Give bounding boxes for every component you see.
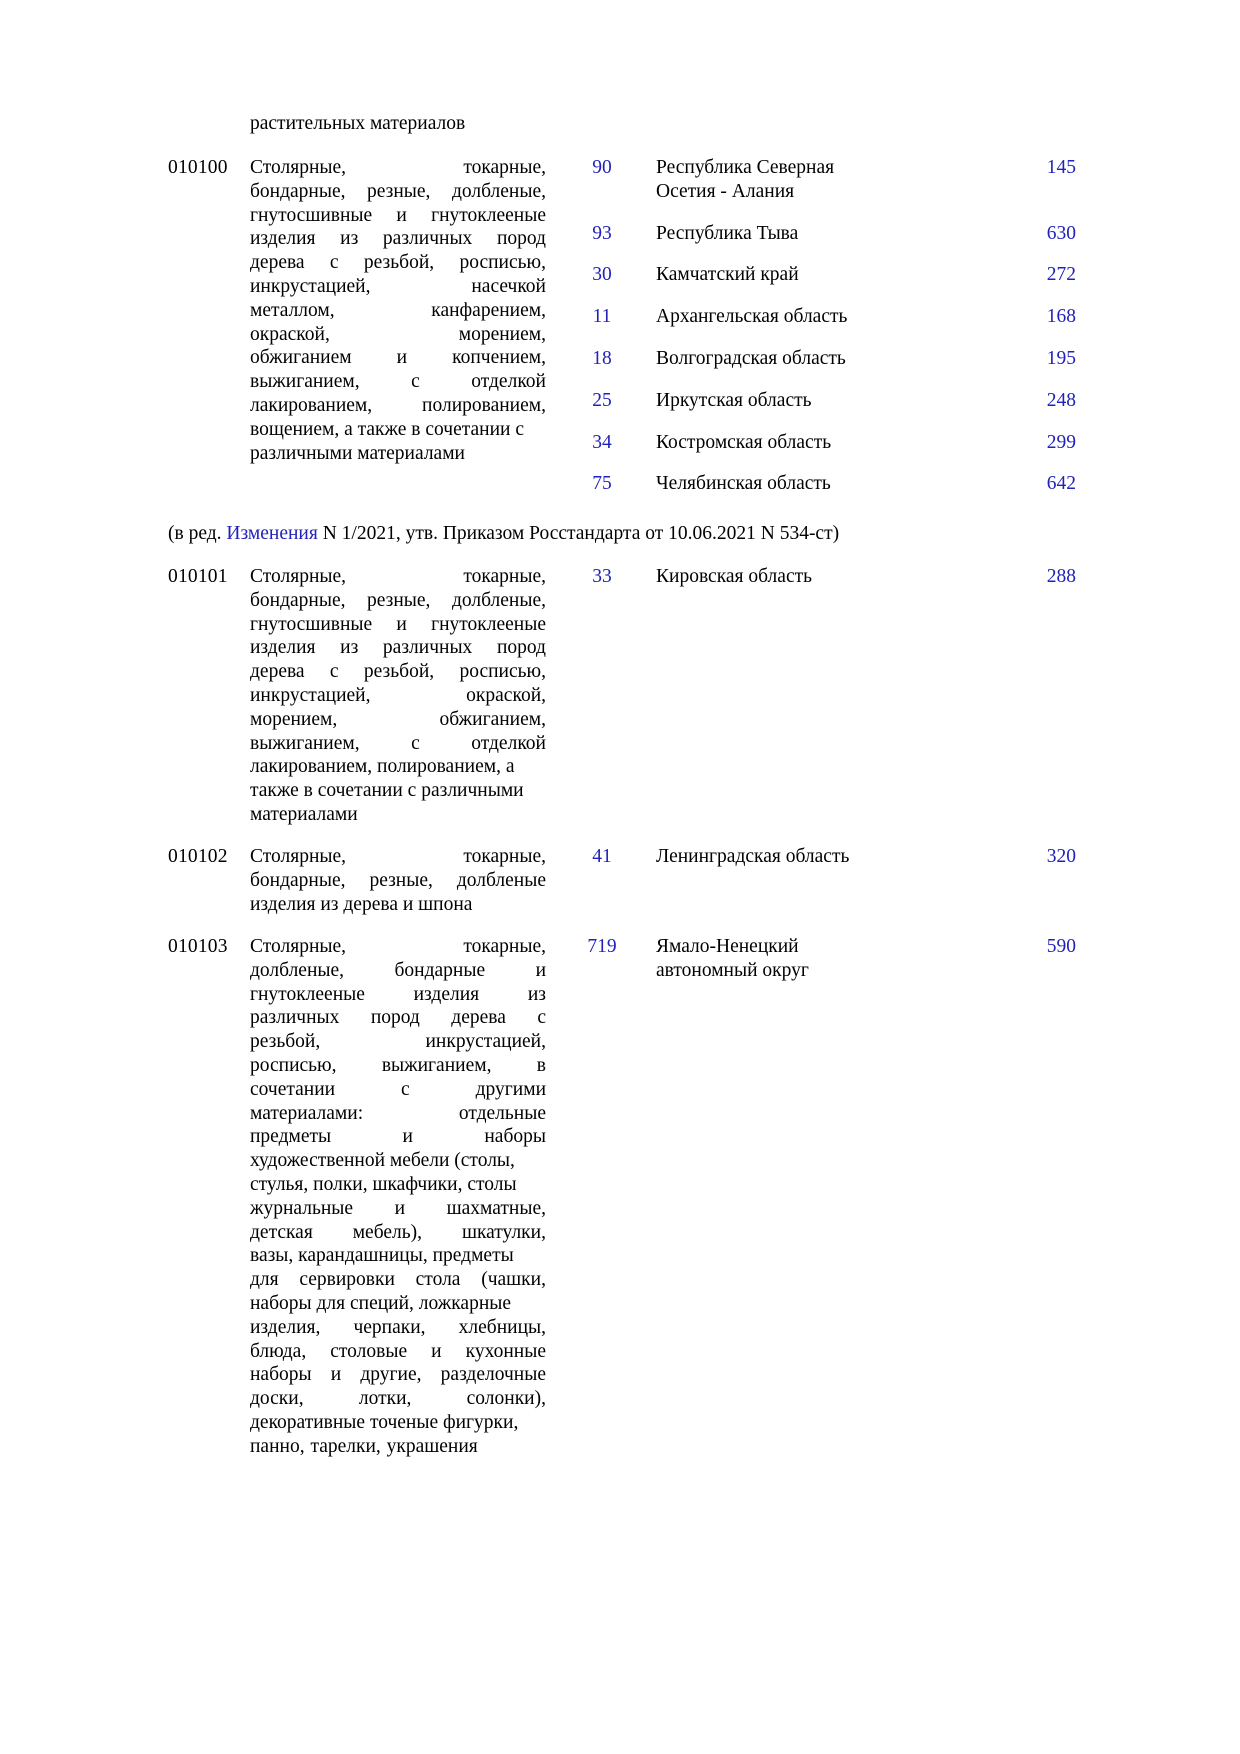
region-code: 25 (592, 389, 612, 411)
description-line: Столярные, токарные, (250, 936, 546, 957)
region-row (568, 431, 1076, 455)
description-line: окраской, морением, (250, 323, 546, 345)
description-line: инкрустацией, насечкой (250, 275, 546, 297)
region-name-line: Архангельская область (656, 306, 848, 328)
region-value: 630 (1046, 222, 1076, 244)
region-row (568, 845, 1076, 869)
region-row (568, 156, 1076, 204)
description-line: вощением, а также в сочетании с (250, 418, 524, 440)
region-value: 248 (1046, 389, 1076, 411)
description-line: сочетании с другими (250, 1078, 546, 1100)
description-line: изделия из различных пород (250, 228, 546, 250)
region-code: 11 (592, 306, 612, 328)
description-line: материалами: отдельные (250, 1102, 546, 1124)
region-name-line: Республика Северная (656, 157, 835, 178)
description-line: блюда, столовые и кухонные (250, 1340, 546, 1362)
region-name (656, 565, 986, 589)
region-name (656, 222, 986, 246)
region-name-line: Иркутская область (656, 389, 812, 411)
region-name-line: Республика Тыва (656, 222, 799, 244)
region-row (568, 347, 1076, 371)
description-line: изделия из различных пород (250, 637, 546, 659)
entry-description (250, 156, 546, 465)
region-name (656, 845, 986, 869)
description-line: доски, лотки, солонки), (250, 1388, 546, 1410)
region-name-line: Волгоградская область (656, 347, 846, 369)
description-line: материалами (250, 803, 358, 825)
description-line: резьбой, инкрустацией, (250, 1031, 546, 1053)
regions-list (568, 565, 1076, 589)
region-value: 195 (1046, 347, 1076, 369)
region-value: 145 (1046, 157, 1076, 178)
region-row (568, 263, 1076, 287)
description-line: художественной мебели (столы, (250, 1150, 515, 1172)
region-name (656, 263, 986, 287)
region-value: 590 (1046, 936, 1076, 957)
description-line: гнутосшивные и гнутоклееные (250, 613, 546, 635)
region-row (568, 565, 1076, 589)
description-line: бондарные, резные, долбленые, (250, 589, 546, 611)
region-name-line: Кировская область (656, 566, 813, 587)
region-value: 299 (1046, 431, 1076, 453)
description-line: лакированием, полированием, (250, 394, 546, 416)
entry-code: 010102 (168, 846, 228, 867)
description-line: детская мебель), шкатулки, (250, 1221, 546, 1243)
description-line: гнутоклееные изделия из (250, 983, 546, 1005)
region-row (568, 935, 1076, 983)
region-value: 320 (1046, 846, 1076, 867)
amendment-suffix: N 1/2021, утв. Приказом Росстандарта от 10.06.2021 N 534-ст) (317, 523, 840, 544)
region-code: 30 (592, 264, 612, 286)
amendment-prefix: (в ред. (168, 523, 227, 544)
region-row (568, 222, 1076, 246)
region-name-line: Ямало-Ненецкий (656, 936, 799, 957)
description-line: бондарные, резные, долбленые (250, 869, 546, 891)
region-value: 288 (1046, 566, 1076, 587)
description-line: лакированием, полированием, а (250, 756, 515, 778)
description-line: также в сочетании с различными (250, 780, 524, 802)
description-line: морением, обжиганием, (250, 708, 546, 730)
region-name (656, 156, 986, 204)
entry-code: 010101 (168, 566, 228, 587)
description-line: металлом, канфарением, (250, 299, 546, 321)
entry-description (250, 565, 546, 827)
amendment-note (168, 522, 839, 546)
description-line: Столярные, токарные, (250, 846, 546, 867)
description-line: стулья, полки, шкафчики, столы (250, 1173, 517, 1195)
region-name (656, 935, 986, 983)
region-name-line: автономный округ (656, 959, 809, 981)
description-line: долбленые, бондарные и (250, 959, 546, 981)
region-name-line: Камчатский край (656, 264, 799, 286)
description-line: росписью, выжиганием, в (250, 1054, 546, 1076)
regions-list (568, 935, 1076, 983)
region-row (568, 472, 1076, 496)
region-value: 168 (1046, 306, 1076, 328)
region-value: 642 (1046, 473, 1076, 495)
entry-code: 010100 (168, 157, 228, 178)
region-code: 34 (592, 431, 612, 453)
description-line: инкрустацией, окраской, (250, 684, 546, 706)
description-line: дерева с резьбой, росписью, (250, 252, 546, 274)
region-name-line: Костромская область (656, 431, 832, 453)
region-code: 41 (592, 846, 612, 867)
region-name (656, 431, 986, 455)
amendment-link[interactable]: Изменения (226, 523, 318, 544)
region-name-line: Осетия - Алания (656, 180, 795, 202)
description-line: бондарные, резные, долбленые, (250, 180, 546, 202)
description-line: панно, тарелки, украшения (250, 1435, 478, 1457)
region-code: 18 (592, 347, 612, 369)
region-name (656, 305, 986, 329)
description-line: изделия из дерева и шпона (250, 893, 473, 915)
description-line: выжиганием, с отделкой (250, 371, 546, 393)
region-code: 93 (592, 222, 612, 244)
description-line: выжиганием, с отделкой (250, 732, 546, 754)
description-line: декоративные точеные фигурки, (250, 1411, 519, 1433)
region-name (656, 347, 986, 371)
description-line: гнутосшивные и гнутоклееные (250, 204, 546, 226)
description-line: наборы для специй, ложкарные (250, 1292, 512, 1314)
description-line: наборы и другие, разделочные (250, 1364, 546, 1386)
region-code: 33 (592, 566, 612, 587)
entry-description (250, 845, 546, 916)
region-code: 75 (592, 473, 612, 495)
description-line: журнальные и шахматные, (250, 1197, 546, 1219)
region-name (656, 389, 986, 413)
description-line: вазы, карандашницы, предметы (250, 1245, 514, 1267)
region-name-line: Ленинградская область (656, 846, 850, 867)
entry-description (250, 935, 546, 1459)
region-row (568, 389, 1076, 413)
description-line: предметы и наборы (250, 1126, 546, 1148)
description-line: Столярные, токарные, (250, 157, 546, 178)
continued-text: растительных материалов (250, 113, 466, 134)
description-line: Столярные, токарные, (250, 566, 546, 587)
description-line: обжиганием и копчением, (250, 347, 546, 369)
region-code: 90 (592, 157, 612, 178)
description-line: различными материалами (250, 442, 465, 464)
region-row (568, 305, 1076, 329)
regions-list (568, 845, 1076, 869)
region-value: 272 (1046, 264, 1076, 286)
description-line: для сервировки стола (чашки, (250, 1269, 546, 1291)
region-name-line: Челябинская область (656, 473, 831, 495)
entry-code: 010103 (168, 936, 228, 957)
region-code: 719 (587, 936, 617, 957)
region-name (656, 472, 986, 496)
regions-list (568, 156, 1076, 496)
description-line: дерева с резьбой, росписью, (250, 661, 546, 683)
description-line: изделия, черпаки, хлебницы, (250, 1316, 546, 1338)
description-line: различных пород дерева с (250, 1007, 546, 1029)
